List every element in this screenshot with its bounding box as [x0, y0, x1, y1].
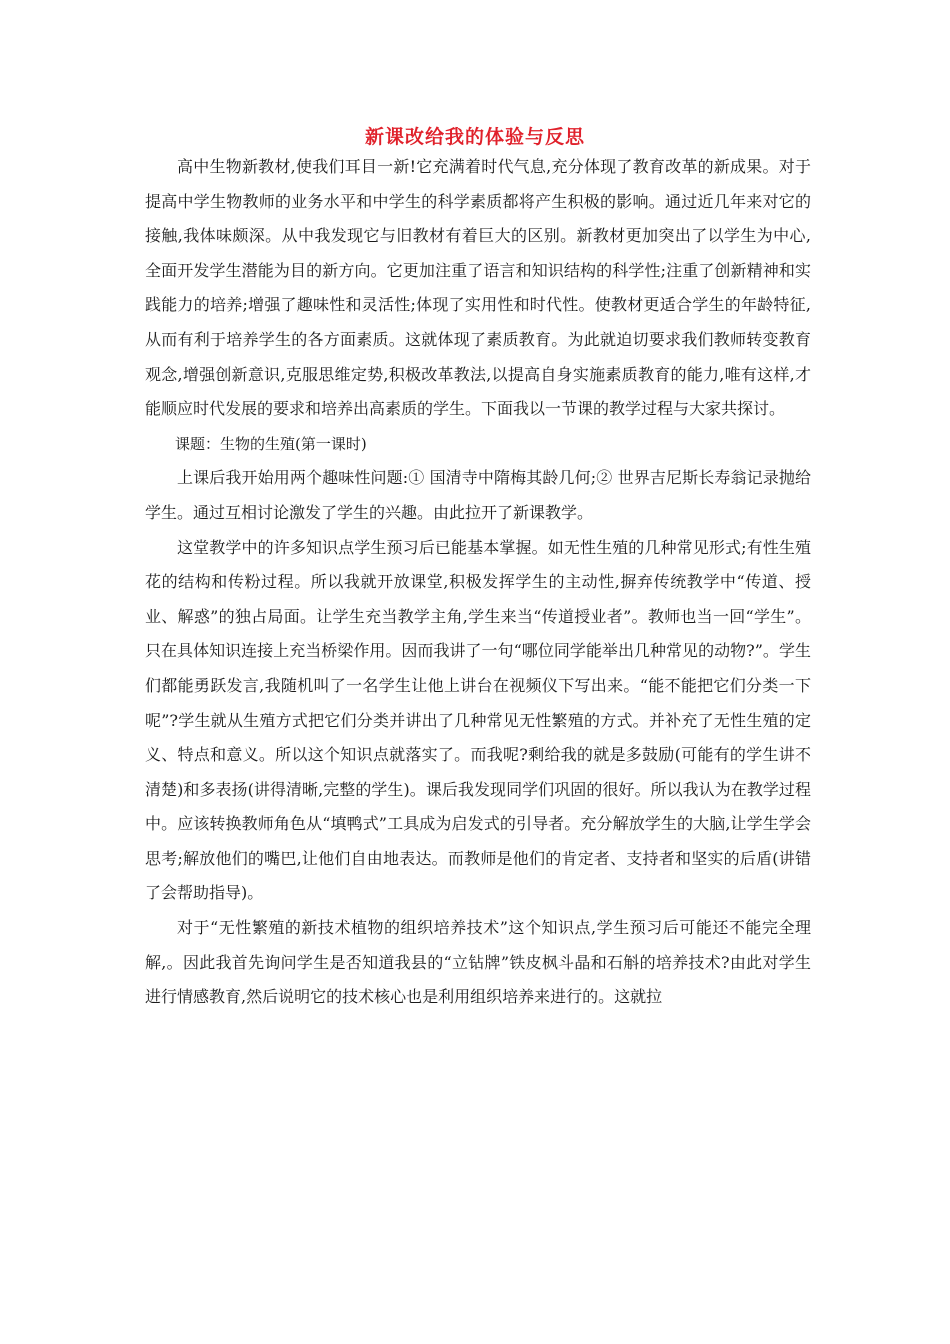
paragraph-classroom-approach: 这堂教学中的许多知识点学生预习后已能基本掌握。如无性生殖的几种常见形式;有性生殖花的结构和传粉过程。所以我就开放课堂,积极发挥学生的主动性,摒弃传统教学中“传道、授业、解惑”的独占局面。让学生充当教学主角,学生来当“传道授业者”。教师也当一回“学生”。只在具体知识连接上充当桥梁作用。因而我讲了一句“哪位同学能举出几种常见的动物?”。学生们都能勇跃发言,我随机叫了一名学生让他上讲台在视频仪下写出来。“能不能把它们分类一下呢”?学生就从生殖方式把它们分类并讲出了几种常见无性繁殖的方式。并补充了无性生殖的定义、特点和意义。所以这个知识点就落实了。而我呢?剩给我的就是多鼓励(可能有的学生讲不清楚)和多表扬(讲得清晰,完整的学生)。课后我发现同学们巩固的很好。所以我认为在教学过程中。应该转换教师角色从“填鸭式”工具成为启发式的引导者。充分解放学生的大脑,让学生学会思考;解放他们的嘴巴,让他们自由地表达。而教师是他们的肯定者、支持者和坚实的后盾(讲错了会帮助指导)。 [145, 537, 811, 903]
document-body [145, 150, 811, 1015]
document-title: 新课改给我的体验与反思 [364, 126, 585, 148]
paragraph-intro: 高中生物新教材,使我们耳目一新!它充满着时代气息,充分体现了教育改革的新成果。对于提高中学生物教师的业务水平和中学生的科学素质都将产生积极的影响。通过近几年来对它的接触,我体味颇深。从中我发现它与旧教材有着巨大的区别。新教材更加突出了以学生为中心,全面开发学生潜能为目的新方向。它更加注重了语言和知识结构的科学性;注重了创新精神和实践能力的培养;增强了趣味性和灵活性;体现了实用性和时代性。使教材更适合学生的年龄特征,从而有利于培养学生的各方面素质。这就体现了素质教育。为此就迫切要求我们教师转变教育观念,增强创新意识,克服思维定势,积极改革教法,以提高自身实施素质教育的能力,唯有这样,才能顺应时代发展的要求和培养出高素质的学生。下面我以一节课的教学过程与大家共探讨。 [145, 157, 811, 419]
paragraph-tissue-culture: 对于“无性繁殖的新技术植物的组织培养技术”这个知识点,学生预习后可能还不能完全理解,。因此我首先询问学生是否知道我县的“立钻牌”铁皮枫斗晶和石斛的培养技术?由此对学生进行情感教育,然后说明它的技术核心也是利用组织培养来进行的。这就拉 [145, 918, 811, 1007]
paragraph-topic: 课题：生物的生殖(第一课时) [175, 434, 367, 453]
paragraph-lesson-opening: 上课后我开始用两个趣味性问题:① 国清寺中隋梅其龄几何;② 世界吉尼斯长寿翁记录抛给学生。通过互相讨论激发了学生的兴趣。由此拉开了新课教学。 [145, 468, 811, 522]
